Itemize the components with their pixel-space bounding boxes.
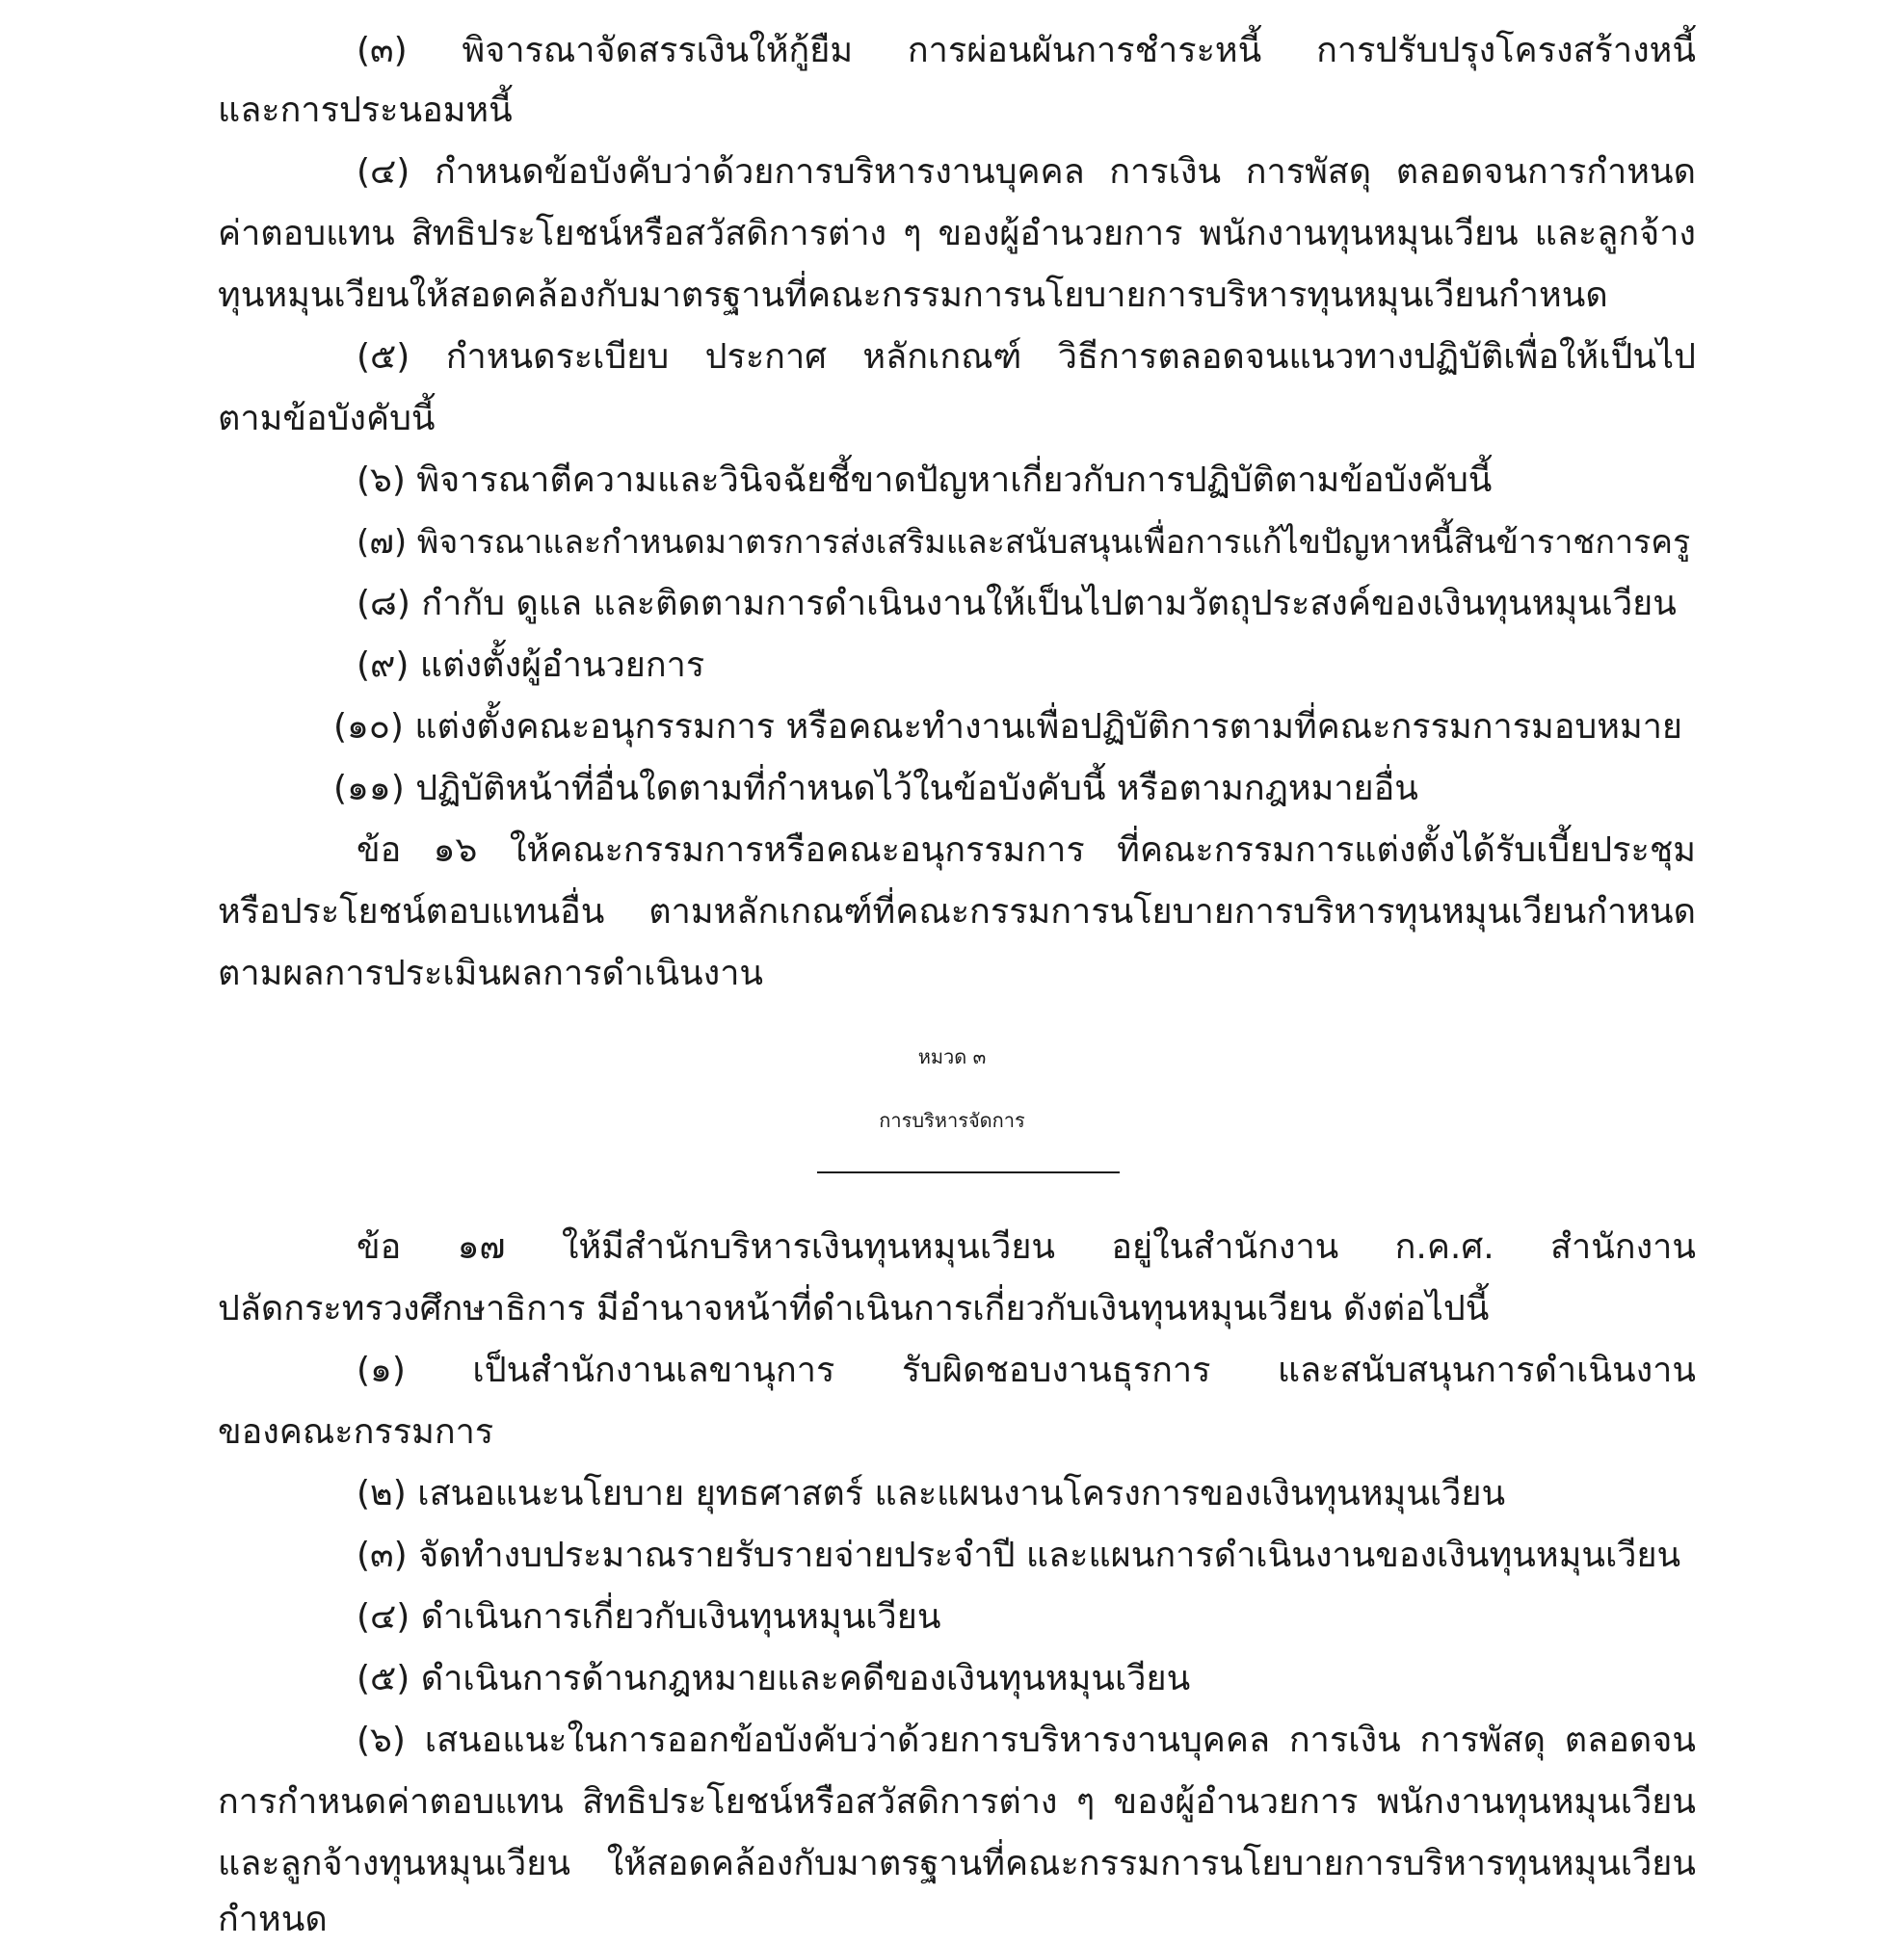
word: เป็นสำนักงานเลขานุการ <box>472 1351 835 1390</box>
text-line: (๙) แต่งตั้งผู้อำนวยการ <box>357 645 705 685</box>
word: การเงิน <box>1109 152 1222 192</box>
text-line <box>218 1778 1696 1827</box>
word: สำนักงาน <box>1550 1227 1696 1267</box>
word: และลูกจ้าง <box>1534 214 1696 253</box>
word: ประกาศ <box>704 337 828 377</box>
text-line: (๑๑) ปฏิบัติหน้าที่อื่นใดตามที่กำหนดไว้ในข้อบังคับนี้ หรือตามกฎหมายอื่น <box>333 769 1418 808</box>
word: การกำหนดค่าตอบแทน <box>218 1782 564 1822</box>
word: การพัสดุ <box>1245 152 1372 192</box>
text-line <box>357 827 1696 875</box>
word: การพัสดุ <box>1419 1721 1546 1760</box>
word: ก.ค.ศ. <box>1394 1227 1494 1267</box>
text-line <box>218 888 1696 936</box>
word: (๓) <box>357 31 408 70</box>
word: ตลอดจนการกำหนด <box>1395 152 1696 192</box>
word: ของผู้อำนวยการ <box>1113 1782 1359 1822</box>
word: ๆ <box>1075 1782 1096 1822</box>
text-line: (๗) พิจารณาและกำหนดมาตรการส่งเสริมและสนับสนุนเพื่อการแก้ไขปัญหาหนี้สินข้าราชการครู <box>357 523 1691 562</box>
word: พนักงานทุนหมุนเวียน <box>1199 214 1519 253</box>
word: ของผู้อำนวยการ <box>938 214 1183 253</box>
word: การปรับปรุงโครงสร้างหนี้ <box>1316 31 1696 70</box>
text-line: (๘) กำกับ ดูแล และติดตามการดำเนินงานให้เป็นไปตามวัตถุประสงค์ของเงินทุนหมุนเวียน <box>357 584 1677 623</box>
word: ค่าตอบแทน <box>218 214 395 253</box>
text-line: (๒) เสนอแนะนโยบาย ยุทธศาสตร์ และแผนงานโครงการของเงินทุนหมุนเวียน <box>357 1474 1506 1513</box>
word: สิทธิประโยชน์หรือสวัสดิการต่าง <box>410 214 887 253</box>
word: การเงิน <box>1288 1721 1401 1760</box>
word: หลักเกณฑ์ <box>862 337 1022 377</box>
word: ตามหลักเกณฑ์ที่คณะกรรมการนโยบายการบริหารทุนหมุนเวียนกำหนด <box>648 892 1696 932</box>
word: (๖) <box>357 1721 406 1760</box>
text-line: ตามข้อบังคับนี้ <box>218 399 436 438</box>
text-line <box>218 1840 1696 1888</box>
word: รับผิดชอบงานธุรการ <box>901 1351 1211 1390</box>
text-line: ปลัดกระทรวงศึกษาธิการ มีอำนาจหน้าที่ดำเนินการเกี่ยวกับเงินทุนหมุนเวียน ดังต่อไปนี้ <box>218 1289 1490 1328</box>
text-line <box>357 148 1696 197</box>
word: และลูกจ้างทุนหมุนเวียน <box>218 1844 570 1883</box>
word: ข้อ <box>357 830 402 870</box>
chapter-number: หมวด ๓ <box>917 1045 987 1068</box>
text-line <box>357 1717 1696 1765</box>
word: วิธีการตลอดจนแนวทางปฏิบัติเพื่อให้เป็นไป <box>1057 337 1696 377</box>
word: และสนับสนุนการดำเนินงาน <box>1277 1351 1696 1390</box>
text-line: (๓) จัดทำงบประมาณรายรับรายจ่ายประจำปี และแผนการดำเนินงานของเงินทุนหมุนเวียน <box>357 1536 1681 1575</box>
word: อยู่ในสำนักงาน <box>1111 1227 1339 1267</box>
text-line: ตามผลการประเมินผลการดำเนินงาน <box>218 954 764 993</box>
word: พิจารณาจัดสรรเงินให้กู้ยืม <box>462 31 854 70</box>
word: เสนอแนะในการออกข้อบังคับว่าด้วยการบริหารงานบุคคล <box>424 1721 1271 1760</box>
word: ๑๖ <box>433 830 478 870</box>
word: กำหนดระเบียบ <box>445 337 670 377</box>
word: ที่คณะกรรมการแต่งตั้งได้รับเบี้ยประชุม <box>1117 830 1696 870</box>
word: ๆ <box>903 214 922 253</box>
word: (๔) <box>357 152 410 192</box>
text-line <box>357 1347 1696 1395</box>
section-divider <box>817 1171 1120 1173</box>
word: (๑) <box>357 1351 406 1390</box>
word: ๑๗ <box>457 1227 506 1267</box>
text-line <box>357 1223 1696 1272</box>
word: ให้มีสำนักบริหารเงินทุนหมุนเวียน <box>561 1227 1056 1267</box>
word: ให้คณะกรรมการหรือคณะอนุกรรมการ <box>509 830 1085 870</box>
text-line: และการประนอมหนี้ <box>218 91 513 130</box>
word: ข้อ <box>357 1227 402 1267</box>
word: ให้สอดคล้องกับมาตรฐานที่คณะกรรมการนโยบายการบริหารทุนหมุนเวียน <box>606 1844 1696 1883</box>
word: (๕) <box>357 337 410 377</box>
text-line: ของคณะกรรมการ <box>218 1412 494 1452</box>
word: ตลอดจน <box>1564 1721 1696 1760</box>
word: หรือประโยชน์ตอบแทนอื่น <box>218 892 605 932</box>
text-line: กำหนด <box>218 1900 328 1939</box>
text-line: (๔) ดำเนินการเกี่ยวกับเงินทุนหมุนเวียน <box>357 1597 941 1637</box>
word: การผ่อนผันการชำระหนี้ <box>907 31 1262 70</box>
text-line: (๕) ดำเนินการด้านกฎหมายและคดีของเงินทุนหมุนเวียน <box>357 1659 1191 1698</box>
chapter-title: การบริหารจัดการ <box>879 1109 1025 1132</box>
text-line: (๑๐) แต่งตั้งคณะอนุกรรมการ หรือคณะทำงานเพื่อปฏิบัติการตามที่คณะกรรมการมอบหมาย <box>333 707 1683 747</box>
text-line <box>218 210 1696 258</box>
word: พนักงานทุนหมุนเวียน <box>1376 1782 1696 1822</box>
word: กำหนดข้อบังคับว่าด้วยการบริหารงานบุคคล <box>434 152 1085 192</box>
text-line <box>357 27 1696 75</box>
word: สิทธิประโยชน์หรือสวัสดิการต่าง <box>582 1782 1058 1822</box>
text-line <box>357 333 1696 381</box>
text-line: ทุนหมุนเวียนให้สอดคล้องกับมาตรฐานที่คณะกรรมการนโยบายการบริหารทุนหมุนเวียนกำหนด <box>218 276 1608 315</box>
text-line: (๖) พิจารณาตีความและวินิจฉัยชี้ขาดปัญหาเกี่ยวกับการปฏิบัติตามข้อบังคับนี้ <box>357 460 1493 500</box>
